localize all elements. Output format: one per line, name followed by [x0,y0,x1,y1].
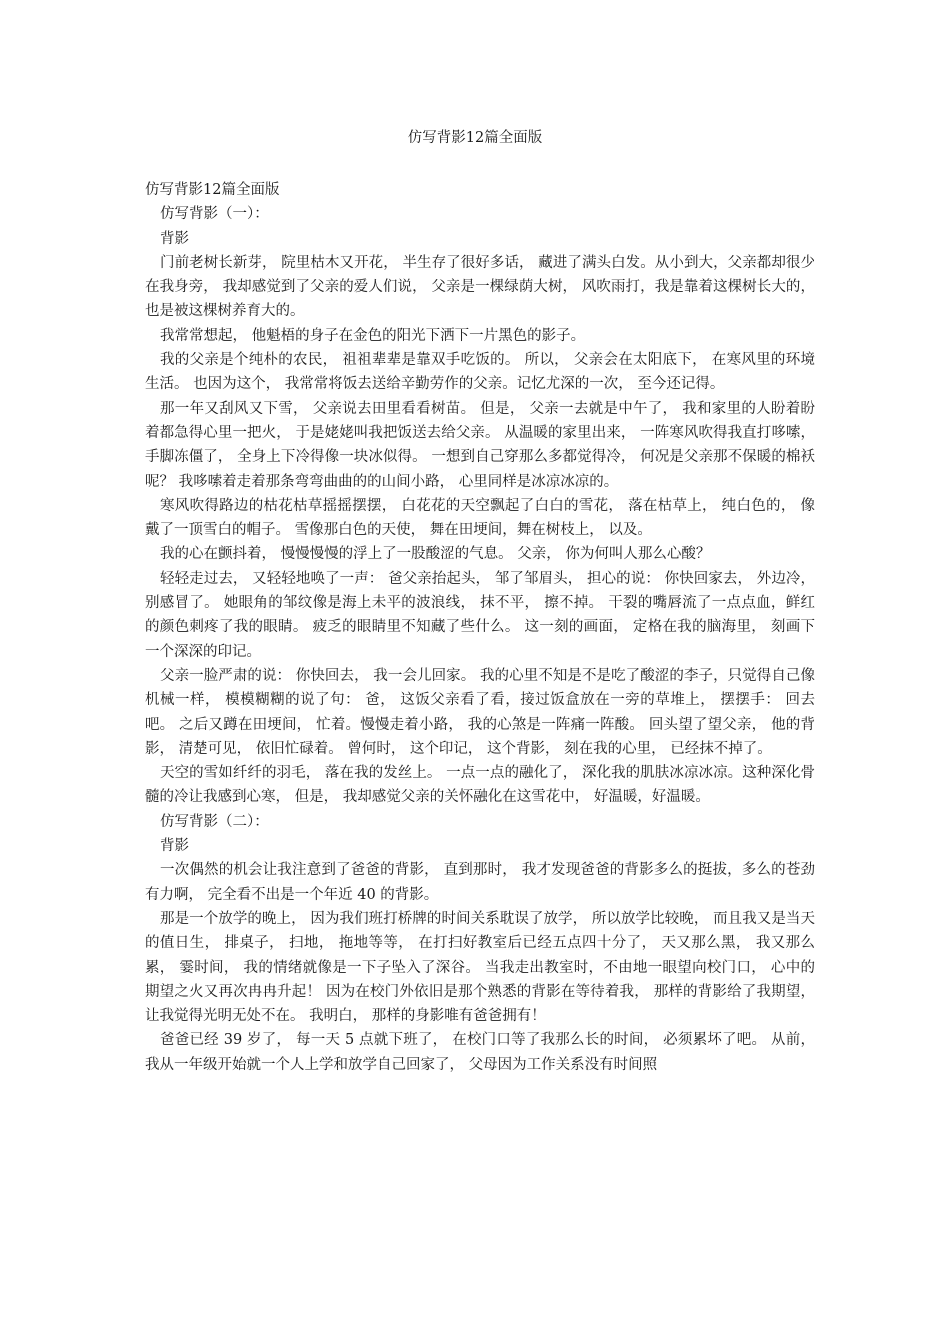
paragraph: 父亲一脸严肃的说： 你快回去， 我一会儿回家。 我的心里不知是不是吃了酸涩的李子，只觉得自己像机械一样， 模模糊糊的说了句： 爸， 这饭父亲看了看，接过饭盒放在一旁的草堆上， 摆摆手： 回去吧。 之后又蹲在田埂间， 忙着。慢慢走着小路， 我的心煞是一阵痛一阵酸。 回头望了望父亲， 他的背影， 清楚可见， 依旧忙碌着。 曾何时， 这个印记， 这个背影， 刻在我的心里， 已经抹不掉了。 [145,667,815,757]
paragraph: 门前老树长新芽， 院里枯木又开花， 半生存了很好多话， 藏进了满头白发。从小到大，父亲都却很少在我身旁， 我却感觉到了父亲的爱人们说， 父亲是一棵绿荫大树， 风吹雨打，我是靠着这棵树长大的， 也是被这棵树养育大的。 [145,254,815,320]
paragraph: 那是一个放学的晚上， 因为我们班打桥牌的时间关系耽误了放学， 所以放学比较晚， 而且我又是当天的值日生， 排桌子， 扫地， 拖地等等， 在打扫好教室后已经五点四十分了， 天又那么黑， 我又那么累， 霎时间， 我的情绪就像是一下子坠入了深谷。 当我走出教室时，不由地一眼望向校门口， 心中的期望之火又再次冉冉升起！ 因为在校门外依旧是那个熟悉的背影在等待着我， 那样的背影给了我期望， 让我觉得光明无处不在。 我明白， 那样的身影唯有爸爸拥有！ [145,910,815,1025]
paragraph: 仿写背影（一）： [160,206,269,223]
paragraph: 仿写背影（二）： [160,813,269,830]
paragraph: 背影 [160,230,189,247]
paragraph: 天空的雪如纤纤的羽毛， 落在我的发丝上。 一点一点的融化了， 深化我的肌肤冰凉冰凉。这种深化骨髓的冷让我感到心寒， 但是， 我却感觉父亲的关怀融化在这雪花中， 好温暖，好温暖。 [145,765,815,806]
paragraph: 我常常想起， 他魁梧的身子在金色的阳光下洒下一片黑色的影子。 [160,327,586,344]
paragraph: 背影 [160,838,189,855]
paragraph: 我的心在颤抖着， 慢慢慢慢的浮上了一股酸涩的气息。 父亲， 你为何叫人那么心酸？ [160,546,711,563]
paragraph: 仿写背影12篇全面版 [145,182,280,198]
paragraph: 一次偶然的机会让我注意到了爸爸的背影， 直到那时， 我才发现爸爸的背影多么的挺拔，多么的苍劲有力啊， 完全看不出是一个年近 40 的背影。 [145,862,815,903]
paragraph: 我的父亲是个纯朴的农民， 祖祖辈辈是靠双手吃饭的。 所以， 父亲会在太阳底下， 在寒风里的环境生活。 也因为这个， 我常常将饭去送给辛勤劳作的父亲。记忆尤深的一次， 至今还记得。 [145,352,815,393]
paragraph: 那一年又刮风又下雪， 父亲说去田里看看树苗。 但是， 父亲一去就是中午了， 我和家里的人盼着盼着都急得心里一把火， 于是姥姥叫我把饭送去给父亲。 从温暖的家里出来， 一阵寒风吹得我直打哆嗦， 手脚冻僵了， 全身上下冷得像一块冰似得。 一想到自己穿那么多都觉得冷， 何况是父亲那不保暖的棉袄呢？ 我哆嗦着走着那条弯弯曲曲的的山间小路， 心里同样是冰凉冰凉的。 [145,400,815,490]
document-body [145,178,815,1077]
document-title: 仿写背影12篇全面版 [407,130,543,146]
paragraph: 爸爸已经 39 岁了， 每一天 5 点就下班了， 在校门口等了我那么长的时间， 必须累坏了吧。 从前， 我从一年级开始就一个人上学和放学自己回家了， 父母因为工作关系没有时间照 [145,1032,815,1073]
paragraph: 轻轻走过去， 又轻轻地唤了一声： 爸父亲抬起头， 邹了邹眉头， 担心的说： 你快回家去， 外边冷， 别感冒了。 她眼角的邹纹像是海上未平的波浪线， 抹不平， 擦不掉。 干裂的嘴唇流了一点点血，鲜红的颜色刺疼了我的眼睛。 疲乏的眼睛里不知藏了些什么。 这一刻的画面， 定格在我的脑海里， 刻画下一个深深的印记。 [145,570,815,660]
paragraph: 寒风吹得路边的枯花枯草摇摇摆摆， 白花花的天空飘起了白白的雪花， 落在枯草上， 纯白色的， 像戴了一顶雪白的帽子。 雪像那白色的天使， 舞在田埂间，舞在树枝上， 以及。 [145,497,815,539]
